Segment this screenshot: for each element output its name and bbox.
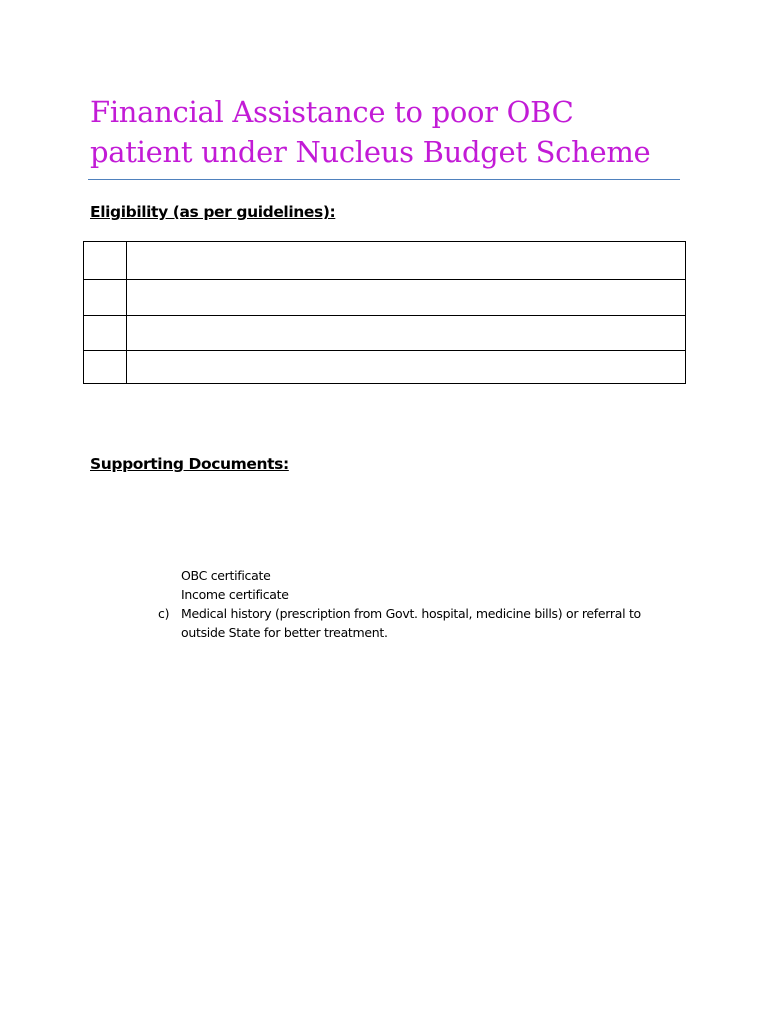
table-row bbox=[84, 316, 686, 351]
title-line-1: Financial Assistance to poor OBC bbox=[90, 95, 574, 129]
supporting-documents-heading: Supporting Documents: bbox=[90, 455, 289, 473]
eligibility-table bbox=[83, 241, 686, 384]
table-cell-number bbox=[84, 316, 127, 351]
list-item-text: Income certificate bbox=[181, 587, 289, 602]
list-item-marker bbox=[158, 566, 181, 585]
table-cell-text bbox=[127, 316, 686, 351]
list-item bbox=[158, 566, 678, 585]
table-cell-number bbox=[84, 280, 127, 316]
eligibility-heading: Eligibility (as per guidelines): bbox=[90, 203, 336, 221]
list-item-marker bbox=[158, 585, 181, 604]
table-cell-number bbox=[84, 242, 127, 280]
table-cell-text bbox=[127, 280, 686, 316]
table-cell-text bbox=[127, 351, 686, 384]
supporting-documents-list bbox=[158, 566, 678, 642]
table-cell-number bbox=[84, 351, 127, 384]
document-title bbox=[90, 92, 690, 172]
title-underline-rule bbox=[88, 179, 680, 180]
title-line-2: patient under Nucleus Budget Scheme bbox=[90, 135, 651, 169]
table-cell-text bbox=[127, 242, 686, 280]
table-row bbox=[84, 280, 686, 316]
list-item-text: OBC certificate bbox=[181, 568, 271, 583]
list-item bbox=[158, 585, 678, 604]
list-item bbox=[158, 604, 678, 642]
list-item-marker: c) bbox=[158, 606, 170, 621]
list-item-text: Medical history (prescription from Govt. hospital, medicine bills) or referral to outside State for better treatment. bbox=[181, 606, 641, 640]
table-row bbox=[84, 242, 686, 280]
table-row bbox=[84, 351, 686, 384]
